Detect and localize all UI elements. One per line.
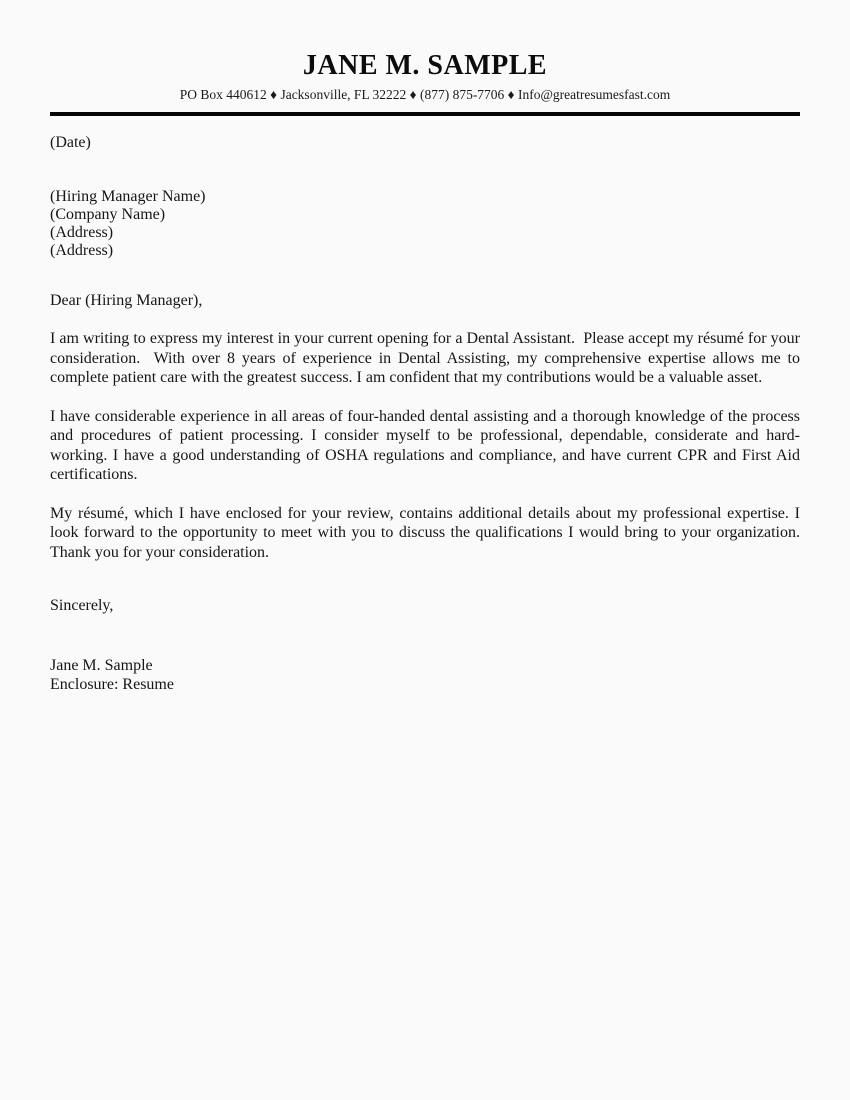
signature-block xyxy=(50,656,800,694)
salutation: Dear (Hiring Manager), xyxy=(50,291,203,309)
recipient-block xyxy=(50,188,800,260)
closing: Sincerely, xyxy=(50,597,114,614)
letter-header xyxy=(50,52,800,116)
sender-contact-line: PO Box 440612 ♦ Jacksonville, FL 32222 ♦ (877) 875-7706 ♦ Info@greatresumesfast.com xyxy=(179,87,671,102)
date-placeholder: (Date) xyxy=(50,134,91,151)
recipient-line-address-1: (Address) xyxy=(50,223,114,241)
signature-name: Jane M. Sample xyxy=(50,656,153,674)
header-divider-rule xyxy=(50,112,800,116)
enclosure-note: Enclosure: Resume xyxy=(50,675,174,693)
letter-body xyxy=(50,133,808,694)
recipient-line-address-2: (Address) xyxy=(50,241,114,259)
body-paragraph-1: I am writing to express my interest in your current opening for a Dental Assistant. Please accept my résumé for your consideration. With over 8 years of experience in Dental Assisting, my comprehensive expertise allows me to complete patient care with the greatest success. I am confident that my contributions would be a valuable asset. xyxy=(50,330,804,386)
body-paragraph-3: My résumé, which I have enclosed for your review, contains additional details about my professional expertise. I look forward to the opportunity to meet with you to discuss the qualifications I would bring to your organization. Thank you for your consideration. xyxy=(50,504,808,561)
body-paragraph-2: I have considerable experience in all areas of four-handed dental assisting and a thorough knowledge of the process and procedures of patient processing. I consider myself to be professional, dependable, considerate and hard-working. I have a good understanding of OSHA regulations and compliance, and have current CPR and First Aid certifications. xyxy=(50,407,804,483)
recipient-line-company: (Company Name) xyxy=(50,205,166,223)
sender-name: JANE M. SAMPLE xyxy=(302,50,548,81)
recipient-line-hiring-manager: (Hiring Manager Name) xyxy=(50,187,206,205)
